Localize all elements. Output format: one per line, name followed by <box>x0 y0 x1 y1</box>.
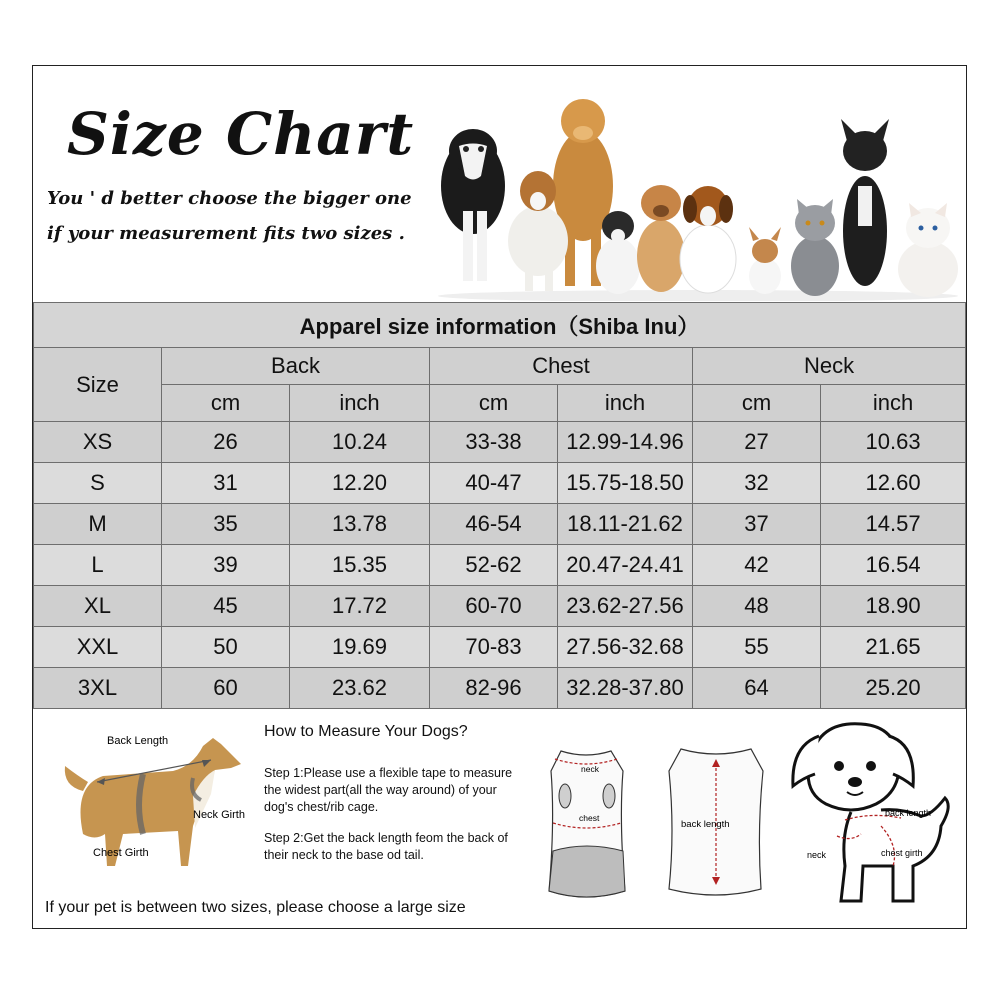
table-cell: 17.72 <box>290 586 430 627</box>
table-cell: 60 <box>162 668 290 709</box>
table-cell: 46-54 <box>430 504 558 545</box>
table-cell: 60-70 <box>430 586 558 627</box>
vest-back-length-label: back length <box>681 819 730 830</box>
back-length-label: Back Length <box>107 735 169 747</box>
size-chart-frame <box>32 65 967 929</box>
table-cell: 13.78 <box>290 504 430 545</box>
table-row <box>34 586 966 627</box>
vest-neck-label: neck <box>581 764 599 774</box>
table-cell: 37 <box>693 504 821 545</box>
table-cell: 50 <box>162 627 290 668</box>
unit-header: inch <box>290 385 430 422</box>
puppy-chest-girth-label: chest girth <box>881 848 923 858</box>
pekingese-image <box>637 185 685 292</box>
table-row <box>34 545 966 586</box>
table-cell: 33-38 <box>430 422 558 463</box>
subtitle-line-2: if your measurement fits two sizes . <box>47 223 405 244</box>
neck-girth-label: Neck Girth <box>193 809 245 821</box>
table-cell: 12.99-14.96 <box>558 422 693 463</box>
table-cell: 39 <box>162 545 290 586</box>
table-cell: 26 <box>162 422 290 463</box>
pets-group-photo <box>433 91 963 301</box>
table-cell: 35 <box>162 504 290 545</box>
table-row <box>34 422 966 463</box>
puppy-back-length-label: back length <box>885 808 932 818</box>
table-cell: 23.62 <box>290 668 430 709</box>
table-row <box>34 627 966 668</box>
french-bulldog-image <box>841 119 889 286</box>
grey-cat-image <box>791 199 839 296</box>
beagle-image <box>680 186 736 293</box>
table-cell: 16.54 <box>821 545 966 586</box>
vest-front-image <box>549 751 625 897</box>
table-cell: 32.28-37.80 <box>558 668 693 709</box>
table-cell: 12.60 <box>821 463 966 504</box>
table-cell: 15.75-18.50 <box>558 463 693 504</box>
measure-step-1: Step 1:Please use a flexible tape to measure the widest part(all the way around) of your dog's chest/rib cage. <box>264 766 513 814</box>
unit-header: inch <box>558 385 693 422</box>
table-cell: 19.69 <box>290 627 430 668</box>
table-cell: 70-83 <box>430 627 558 668</box>
group-header-chest: Chest <box>430 348 693 385</box>
table-cell: 12.20 <box>290 463 430 504</box>
table-cell: 14.57 <box>821 504 966 545</box>
vest-back-image <box>669 749 763 895</box>
table-row <box>34 668 966 709</box>
table-cell: XXL <box>34 627 162 668</box>
small-terrier-image <box>596 211 640 294</box>
table-cell: 21.65 <box>821 627 966 668</box>
table-cell: 52-62 <box>430 545 558 586</box>
table-caption: Apparel size information（Shiba Inu） <box>34 303 966 348</box>
measure-step-2: Step 2:Get the back length feom the back of their neck to the base od tail. <box>264 831 508 862</box>
puppy-measure-diagram <box>781 716 963 916</box>
table-cell: 3XL <box>34 668 162 709</box>
table-cell: 23.62-27.56 <box>558 586 693 627</box>
table-cell: 25.20 <box>821 668 966 709</box>
table-cell: 18.11-21.62 <box>558 504 693 545</box>
unit-header: cm <box>693 385 821 422</box>
table-cell: 10.63 <box>821 422 966 463</box>
table-cell: 27 <box>693 422 821 463</box>
table-cell: 20.47-24.41 <box>558 545 693 586</box>
table-row <box>34 463 966 504</box>
group-header-back: Back <box>162 348 430 385</box>
table-cell: 10.24 <box>290 422 430 463</box>
group-header-neck: Neck <box>693 348 966 385</box>
white-cat-image <box>898 203 958 297</box>
unit-header: cm <box>162 385 290 422</box>
border-collie-image <box>441 129 505 281</box>
puppy-neck-label: neck <box>807 850 827 860</box>
table-cell: M <box>34 504 162 545</box>
table-row <box>34 504 966 545</box>
measure-title: How to Measure Your Dogs? <box>264 723 468 740</box>
size-advice-footnote: If your pet is between two sizes, please choose a large size <box>45 899 466 916</box>
table-cell: 40-47 <box>430 463 558 504</box>
table-cell: 48 <box>693 586 821 627</box>
table-cell: S <box>34 463 162 504</box>
vest-measure-diagram <box>541 741 771 901</box>
chest-girth-label: Chest Girth <box>93 847 149 859</box>
table-cell: 18.90 <box>821 586 966 627</box>
table-cell: 32 <box>693 463 821 504</box>
table-cell: 45 <box>162 586 290 627</box>
size-table <box>33 302 966 709</box>
table-cell: 27.56-32.68 <box>558 627 693 668</box>
table-cell: 55 <box>693 627 821 668</box>
unit-header: cm <box>430 385 558 422</box>
table-cell: 64 <box>693 668 821 709</box>
table-cell: 31 <box>162 463 290 504</box>
chihuahua-image <box>749 227 781 294</box>
table-cell: 82-96 <box>430 668 558 709</box>
unit-header: inch <box>821 385 966 422</box>
vest-chest-label: chest <box>579 813 600 823</box>
size-header: Size <box>34 348 162 422</box>
dog-measure-diagram <box>43 716 253 891</box>
page-title: Size Chart <box>67 100 415 168</box>
table-cell: L <box>34 545 162 586</box>
table-cell: 15.35 <box>290 545 430 586</box>
table-cell: 42 <box>693 545 821 586</box>
table-cell: XL <box>34 586 162 627</box>
subtitle-line-1: You ' d better choose the bigger one <box>47 188 412 209</box>
table-cell: XS <box>34 422 162 463</box>
